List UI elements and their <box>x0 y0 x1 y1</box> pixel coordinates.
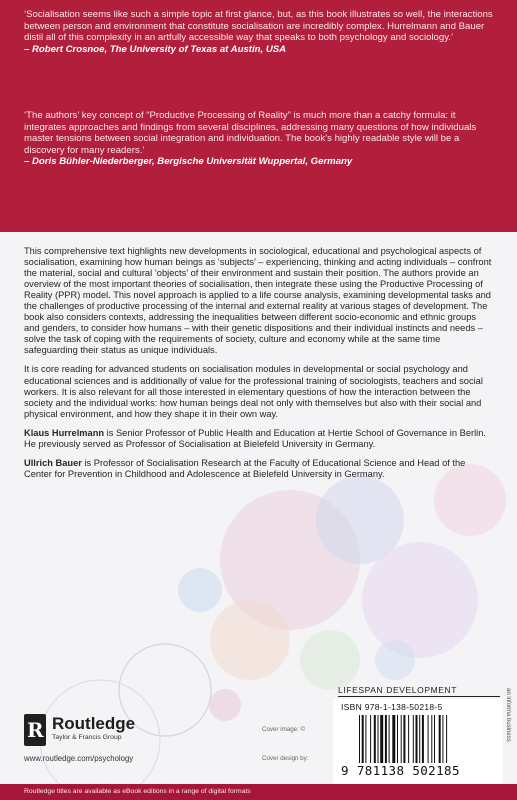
cover-image-credit: Cover image: © <box>262 726 306 733</box>
isbn-barcode-box <box>333 699 503 785</box>
ebook-availability-note: Routledge titles are available as eBook editions in a range of digital formats <box>0 784 517 800</box>
publisher-name: Routledge <box>52 714 136 733</box>
endorsement-attribution: – Robert Crosnoe, The University of Texas at Austin, USA <box>24 43 287 55</box>
barcode-icon <box>359 715 479 763</box>
publisher-subtitle: Taylor & Francis Group <box>52 734 122 741</box>
publisher-url: www.routledge.com/psychology <box>24 754 134 763</box>
informa-spine-label: an informa business <box>505 688 511 742</box>
endorsement-text: ‘The authors’ key concept of “Productive Processing of Reality” is much more than a catchy formula: it integrates approaches and findings from several disciplines, addressing many questions of how individuals master tensions between social integration and individuation. The book’s highly readable style will be a discovery for many readers.’ <box>24 110 477 156</box>
endorsement-quote <box>24 110 498 168</box>
author-name: Klaus Hurrelmann <box>24 427 105 438</box>
routledge-r-logo-icon: R <box>24 714 46 746</box>
description-paragraph: It is core reading for advanced students on socialisation modules in developmental or social psychology and educational sciences and is additionally of value for the professional training of sociologists, teachers and social workers. It is also relevant for all those interested in elementary questions of how the interaction between the society and the individual works: how human beings deal not only with themselves but also with their social and physical environment, and how they shape it in their own way. <box>24 364 483 419</box>
author-bio <box>24 428 494 450</box>
publisher-logo <box>24 714 174 754</box>
isbn-label: ISBN 978-1-138-50218-5 <box>341 702 443 712</box>
series-label: LIFESPAN DEVELOPMENT <box>338 685 500 697</box>
endorsement-attribution: – Doris Bühler-Niederberger, Bergische Universität Wuppertal, Germany <box>24 156 353 168</box>
author-bio <box>24 458 494 480</box>
endorsement-text: ‘Socialisation seems like such a simple topic at first glance, but, as this book illustrates so well, the interactions between person and environment that constitute socialisation are incredibly complex. Hurrelmann and Bauer distil all of this complexity in an artfully accessible way that speaks to both psychology and sociology.’ <box>24 9 493 44</box>
endorsement-quote <box>24 9 498 55</box>
cover-design-credit: Cover design by: <box>262 755 309 762</box>
author-bio-text: is Senior Professor of Public Health and Education at Hertie School of Governance in Berlin. He previously served as Professor of Socialisation at Bielefeld University in Germany. <box>24 427 486 449</box>
book-description <box>24 246 494 488</box>
barcode-number: 9 781138 502185 <box>341 763 460 778</box>
description-paragraph: This comprehensive text highlights new developments in sociological, educational and psychological aspects of socialisation, examining how human beings as ‘subjects’ – experiencing, thinking and acting individuals – confront the material, social and cultural ‘objects’ of their environment and sustain their position. The authors provide an overview of the most important theories of socialisation, then integrate these using the Productive Processing of Reality (PPR) model. This novel approach is applied to a life course analysis, examining developmental tasks and the challenges of productive processing of the internal and external reality at various stages of development. The book also considers contexts, addressing the inequalities between different socio-economic and ethnic groups and genders, to consider how humans – with their genetic dispositions and their individual instincts and needs – solve the task of coping with the requirements of society, culture and economy while at the same time safeguarding their status as unique individuals. <box>24 246 492 356</box>
author-name: Ullrich Bauer <box>24 457 82 468</box>
author-bio-text: is Professor of Socialisation Research at the Faculty of Educational Science and Head of the Center for Prevention in Childhood and Adolescence at Bielefeld University in Germany. <box>24 457 466 479</box>
